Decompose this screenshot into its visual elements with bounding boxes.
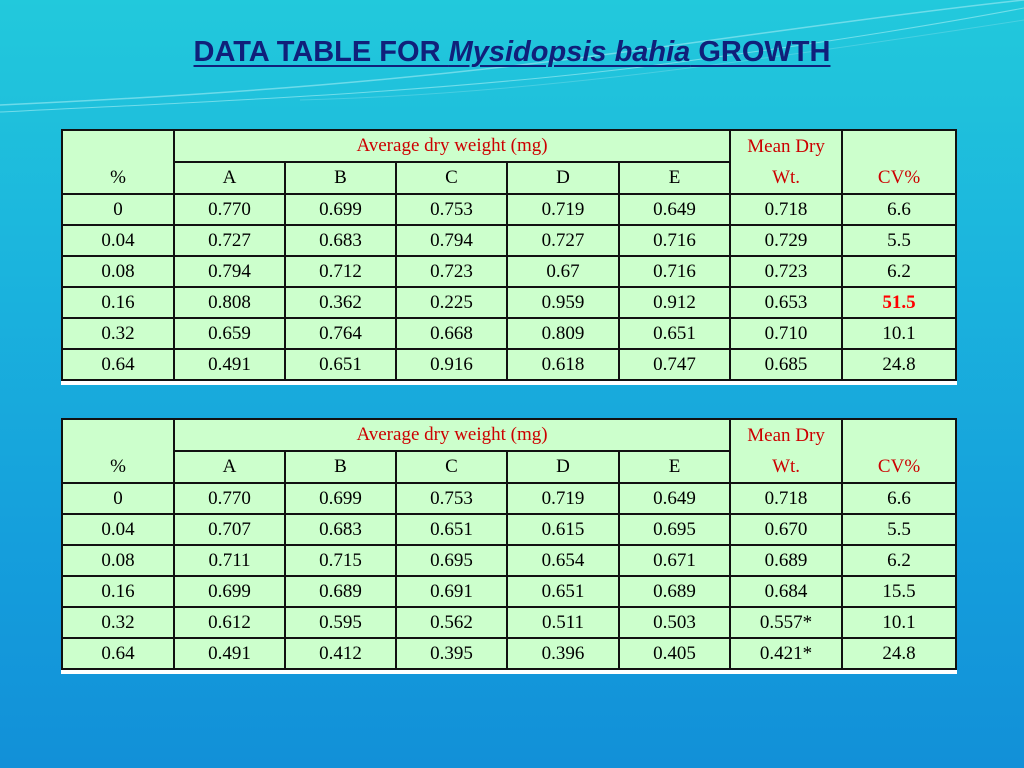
weight-cell: 0.671	[619, 545, 730, 576]
concentration-cell: 0	[62, 194, 174, 225]
concentration-cell: 0.32	[62, 607, 174, 638]
weight-cell: 0.809	[507, 318, 619, 349]
data-table-2	[61, 418, 957, 670]
weight-cell: 0.651	[285, 349, 396, 380]
weight-cell: 0.719	[507, 483, 619, 514]
concentration-cell: 0.64	[62, 349, 174, 380]
background-wave-decoration	[0, 0, 1024, 140]
weight-cell: 0.727	[507, 225, 619, 256]
weight-cell: 0.764	[285, 318, 396, 349]
percent-header: %	[62, 130, 174, 194]
weight-cell: 0.711	[174, 545, 285, 576]
table-row	[62, 545, 956, 576]
weight-cell: 0.412	[285, 638, 396, 669]
weight-cell: 0.595	[285, 607, 396, 638]
concentration-cell: 0.04	[62, 514, 174, 545]
concentration-cell: 0.32	[62, 318, 174, 349]
weight-cell: 0.618	[507, 349, 619, 380]
weight-cell: 0.654	[507, 545, 619, 576]
weight-cell: 0.659	[174, 318, 285, 349]
cv-cell: 15.5	[842, 576, 956, 607]
mean-cell: 0.653	[730, 287, 842, 318]
weight-cell: 0.715	[285, 545, 396, 576]
weight-cell: 0.699	[174, 576, 285, 607]
weight-cell: 0.699	[285, 483, 396, 514]
weight-cell: 0.695	[619, 514, 730, 545]
cv-header: CV%	[842, 419, 956, 483]
cv-cell: 6.2	[842, 545, 956, 576]
mean-cell: 0.718	[730, 483, 842, 514]
weight-cell: 0.794	[174, 256, 285, 287]
weight-cell: 0.912	[619, 287, 730, 318]
replicate-header: A	[174, 451, 285, 483]
cv-cell: 24.8	[842, 638, 956, 669]
replicate-header: C	[396, 451, 507, 483]
concentration-cell: 0.04	[62, 225, 174, 256]
weight-cell: 0.695	[396, 545, 507, 576]
weight-cell: 0.651	[396, 514, 507, 545]
mean-cell: 0.684	[730, 576, 842, 607]
mean-header-line1: Mean Dry	[747, 136, 825, 157]
table-row	[62, 225, 956, 256]
average-dry-weight-header: Average dry weight (mg)	[174, 130, 730, 162]
mean-cell: 0.710	[730, 318, 842, 349]
weight-cell: 0.651	[507, 576, 619, 607]
weight-cell: 0.808	[174, 287, 285, 318]
weight-cell: 0.362	[285, 287, 396, 318]
table-row	[62, 287, 956, 318]
concentration-cell: 0	[62, 483, 174, 514]
cv-cell: 6.6	[842, 194, 956, 225]
mean-header-line1: Mean Dry	[747, 425, 825, 446]
table-row	[62, 638, 956, 669]
weight-cell: 0.683	[285, 514, 396, 545]
weight-cell: 0.615	[507, 514, 619, 545]
weight-cell: 0.649	[619, 483, 730, 514]
replicate-header: C	[396, 162, 507, 194]
cv-cell: 10.1	[842, 607, 956, 638]
mean-header-line2: Wt.	[772, 456, 801, 477]
weight-cell: 0.689	[285, 576, 396, 607]
mean-cell: 0.718	[730, 194, 842, 225]
weight-cell: 0.562	[396, 607, 507, 638]
weight-cell: 0.916	[396, 349, 507, 380]
cv-cell: 6.2	[842, 256, 956, 287]
cv-cell: 5.5	[842, 514, 956, 545]
weight-cell: 0.503	[619, 607, 730, 638]
weight-cell: 0.794	[396, 225, 507, 256]
weight-cell: 0.396	[507, 638, 619, 669]
slide-title: DATA TABLE FOR Mysidopsis bahia GROWTH	[193, 36, 831, 68]
table-row	[62, 576, 956, 607]
weight-cell: 0.723	[396, 256, 507, 287]
replicate-header: B	[285, 451, 396, 483]
replicate-header: E	[619, 162, 730, 194]
mean-cell: 0.723	[730, 256, 842, 287]
mean-cell: 0.557*	[730, 607, 842, 638]
mean-cell: 0.421*	[730, 638, 842, 669]
cv-cell: 10.1	[842, 318, 956, 349]
weight-cell: 0.649	[619, 194, 730, 225]
weight-cell: 0.959	[507, 287, 619, 318]
weight-cell: 0.405	[619, 638, 730, 669]
table-row	[62, 514, 956, 545]
table-row	[62, 349, 956, 380]
percent-header: %	[62, 419, 174, 483]
weight-cell: 0.225	[396, 287, 507, 318]
cv-cell: 51.5	[842, 287, 956, 318]
data-table-1	[61, 129, 957, 381]
weight-cell: 0.668	[396, 318, 507, 349]
mean-header-line2: Wt.	[772, 167, 801, 188]
replicate-header: A	[174, 162, 285, 194]
table-row	[62, 318, 956, 349]
mean-cell: 0.670	[730, 514, 842, 545]
weight-cell: 0.491	[174, 638, 285, 669]
weight-cell: 0.727	[174, 225, 285, 256]
table-row	[62, 607, 956, 638]
weight-cell: 0.395	[396, 638, 507, 669]
weight-cell: 0.753	[396, 194, 507, 225]
weight-cell: 0.770	[174, 483, 285, 514]
table-row	[62, 194, 956, 225]
concentration-cell: 0.08	[62, 545, 174, 576]
weight-cell: 0.716	[619, 225, 730, 256]
weight-cell: 0.699	[285, 194, 396, 225]
weight-cell: 0.651	[619, 318, 730, 349]
mean-cell: 0.729	[730, 225, 842, 256]
weight-cell: 0.612	[174, 607, 285, 638]
weight-cell: 0.712	[285, 256, 396, 287]
mean-cell: 0.689	[730, 545, 842, 576]
replicate-header: E	[619, 451, 730, 483]
concentration-cell: 0.16	[62, 576, 174, 607]
weight-cell: 0.511	[507, 607, 619, 638]
cv-cell: 24.8	[842, 349, 956, 380]
table-row	[62, 256, 956, 287]
cv-cell: 5.5	[842, 225, 956, 256]
concentration-cell: 0.08	[62, 256, 174, 287]
weight-cell: 0.707	[174, 514, 285, 545]
mean-dry-weight-header	[730, 419, 842, 483]
mean-cell: 0.685	[730, 349, 842, 380]
concentration-cell: 0.64	[62, 638, 174, 669]
average-dry-weight-header: Average dry weight (mg)	[174, 419, 730, 451]
weight-cell: 0.691	[396, 576, 507, 607]
weight-cell: 0.716	[619, 256, 730, 287]
weight-cell: 0.683	[285, 225, 396, 256]
weight-cell: 0.770	[174, 194, 285, 225]
weight-cell: 0.689	[619, 576, 730, 607]
weight-cell: 0.747	[619, 349, 730, 380]
cv-cell: 6.6	[842, 483, 956, 514]
replicate-header: D	[507, 162, 619, 194]
weight-cell: 0.491	[174, 349, 285, 380]
replicate-header: D	[507, 451, 619, 483]
mean-dry-weight-header	[730, 130, 842, 194]
cv-header: CV%	[842, 130, 956, 194]
weight-cell: 0.67	[507, 256, 619, 287]
concentration-cell: 0.16	[62, 287, 174, 318]
replicate-header: B	[285, 162, 396, 194]
table-row	[62, 483, 956, 514]
weight-cell: 0.753	[396, 483, 507, 514]
weight-cell: 0.719	[507, 194, 619, 225]
